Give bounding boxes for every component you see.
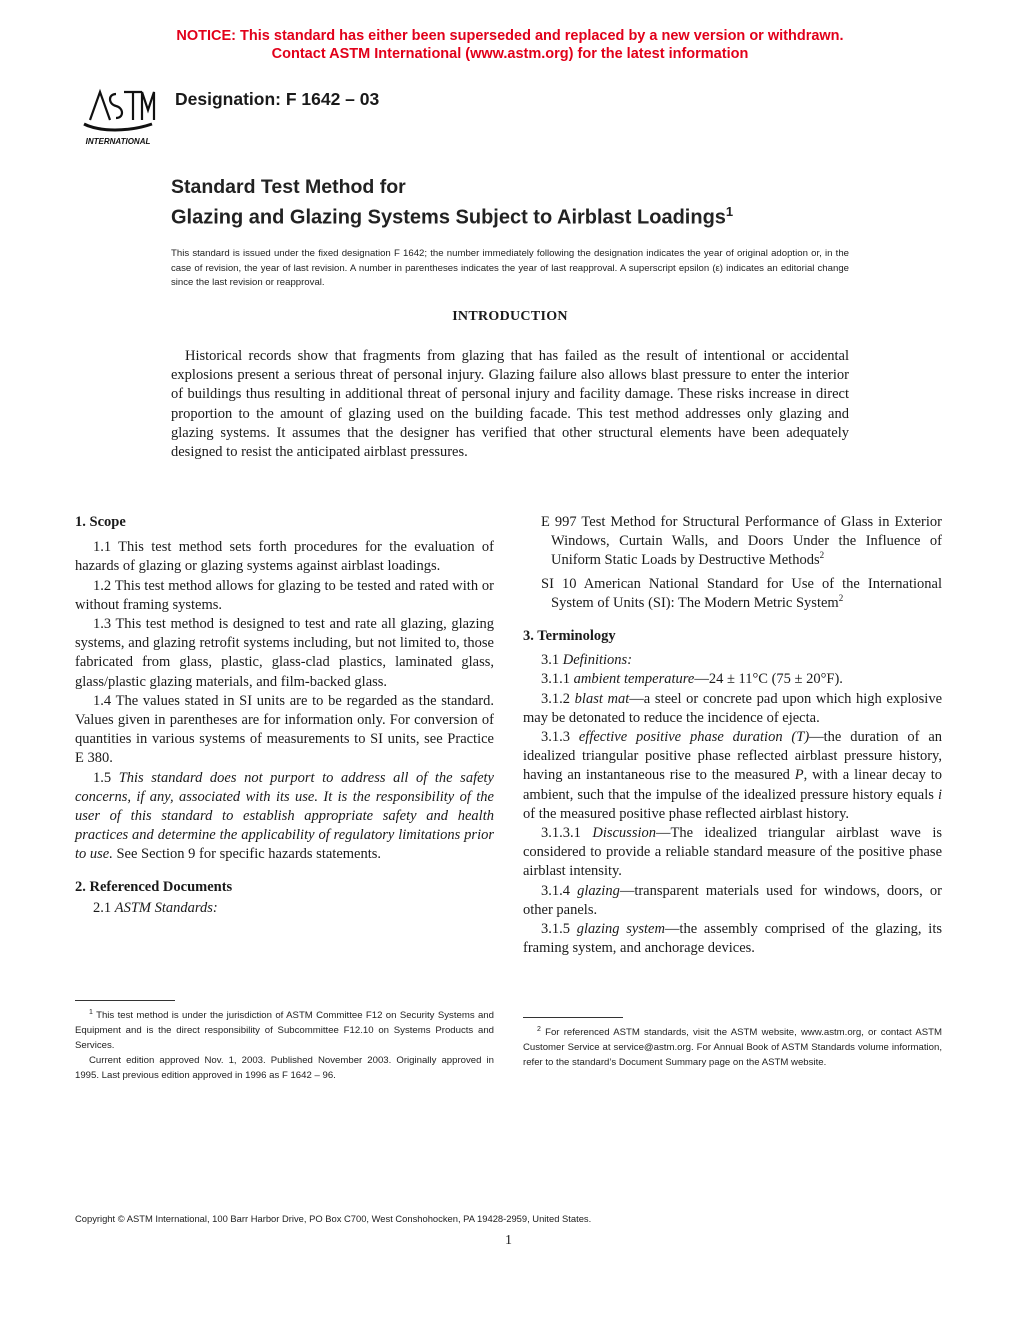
footnote-2-text [523,1025,942,1070]
def-3-1-1-term: ambient temperature [573,671,695,688]
introduction-text: Historical records show that fragments from glazing that has failed as the result of intentional or accidental explosions present a serious threat of personal injury. Glazing failure also allows blast pressure to enter the interior of buildings thus resulting in additional threat of personal injury and facility damage. These risks increase in direct proportion to the amount of glazing used on the building facade. This test method addresses only glazing and glazing systems. It assumes that the designer has verified that other structural elements have been adequately designed to resist the anticipated airblast pressures. [171,348,849,461]
def-3-1-2 [523,690,942,728]
notice-line-1: NOTICE: This standard has either been superseded and replaced by a new version or withdrawn. [176,28,844,44]
copyright: Copyright © ASTM International, 100 Barr Harbor Drive, PO Box C700, West Conshohocken, PA 19428-2959, United States. [75,1213,592,1224]
def-3-1-3-1 [523,824,942,882]
footnote-1-body: This test method is under the jurisdiction of ASTM Committee F12 on Security Systems and Equipment and is the direct responsibility of Subcommittee F12.10 on Systems Products and Services. [75,1010,494,1051]
def-3-1-5-num: 3.1.5 [541,921,570,938]
left-column [75,513,494,918]
title-line-1: Standard Test Method for [171,176,406,198]
def-3-1-3-def-b: , with a linear decay to ambient, such that the impulse of the idealized pressure history equals [523,767,942,803]
para-3-1-num: 3.1 [541,652,560,669]
para-2-1-italic: ASTM Standards: [114,899,218,916]
ref-si10 [523,575,942,613]
def-3-1-4-def: —transparent materials used for windows, doors, or other panels. [523,882,942,918]
para-1-5-num: 1.5 [93,769,112,786]
designation: Designation: F 1642 – 03 [175,89,380,109]
def-3-1-3-term: effective positive phase duration (T) [578,729,810,746]
footnote-2-mark: 2 [537,1025,541,1033]
para-1-5 [75,769,494,865]
def-3-1-2-term: blast mat [574,690,630,707]
issued-note: This standard is issued under the fixed designation F 1642; the number immediately following the designation indicates the year of original adoption or, in the case of revision, the year of last revision. A number in parentheses indicates the year of last reapproval. A superscript epsilon (ε) indicates an editorial change since the last revision or reapproval. [171,248,849,288]
title-footnote-mark: 1 [725,204,734,219]
footnote-1-edition: Current edition approved Nov. 1, 2003. Published November 2003. Originally approved in 1995. Last previous edition approved in 1996 as F 1642 – 96. [75,1055,494,1081]
def-3-1-4-num: 3.1.4 [541,882,570,899]
ref-e997 [523,513,942,571]
astm-logo-mark [84,92,154,130]
footnote-rule-left [75,1000,175,1001]
def-3-1-5-term: glazing system [576,921,665,938]
terminology-heading: 3. Terminology [523,628,616,645]
para-2-1-num: 2.1 [93,899,112,916]
para-1-1: 1.1 This test method sets forth procedures for the evaluation of hazards of glazing or glazing systems against airblast loadings. [75,539,494,575]
def-3-1-4-term: glazing [577,882,620,899]
scope-heading: 1. Scope [75,514,126,530]
para-1-3: 1.3 This test method is designed to test and rate all glazing, glazing systems, and glazing retrofit systems including, but not limited to, those fabricated from glass, plastic, glass-clad plastics, laminated glass, glass/plastic glazing materials, and film-backed glass. [75,616,494,690]
introduction-heading: INTRODUCTION [452,309,568,324]
right-column [523,513,942,958]
def-3-1-5 [523,920,942,958]
logo-subtext: INTERNATIONAL [85,137,151,146]
title-line-2-text: Glazing and Glazing Systems Subject to Airblast Loadings [171,206,726,229]
footnote-1-mark: 1 [89,1008,93,1016]
para-1-5-italic: This standard does not purport to address all of the safety concerns, if any, associated with its use. It is the responsibility of the user of this standard to establish appropriate safety and health practices and determine the applicability of regulatory limitations prior to use. [75,769,494,863]
withdrawal-notice [0,27,1020,63]
ref-e997-text: E 997 Test Method for Structural Performance of Glass in Exterior Windows, Curtain Walls, and Doors Under the Influence of Uniform Static Loads by Destructive Methods [541,514,942,569]
referenced-heading: 2. Referenced Documents [75,878,233,895]
def-3-1-3-1-num: 3.1.3.1 [541,825,581,842]
footnote-2 [523,1025,942,1070]
def-3-1-3-def-c: of the measured positive phase reflected airblast history. [523,805,850,822]
def-3-1-3 [523,728,942,824]
def-3-1-3-symbol-i: i [937,786,942,803]
def-3-1-2-def: —a steel or concrete pad upon which high explosive may be detonated to reduce the incidence of ejecta. [523,690,943,726]
para-1-4: 1.4 The values stated in SI units are to be regarded as the standard. Values given in parentheses are for information only. For conversion of quantities in various systems of measurements to SI units, see Practice E 380. [75,692,494,767]
ref-si10-footnote: 2 [838,592,844,603]
title-line-2 [171,199,733,231]
notice-line-2: Contact ASTM International (www.astm.org) for the latest information [271,46,749,62]
para-2-1 [75,899,494,918]
def-3-1-2-num: 3.1.2 [541,690,570,707]
footnote-1 [75,1008,494,1083]
def-3-1-3-num: 3.1.3 [541,729,570,746]
def-3-1-1-num: 3.1.1 [541,671,570,688]
para-1-2: 1.2 This test method allows for glazing to be tested and rated with or without framing systems. [75,577,494,613]
document-title [171,175,733,231]
def-3-1-1 [523,670,942,689]
ref-si10-text: SI 10 American National Standard for Use of the International System of Units (SI): The Modern Metric System [541,575,942,611]
page-number: 1 [505,1233,512,1248]
footnote-1-text [75,1008,494,1053]
def-3-1-3-1-def: —The idealized triangular airblast wave is considered to provide a reliable standard measure of the positive phase airblast intensity. [523,825,942,880]
def-3-1-1-def: —24 ± 11°C (75 ± 20°F). [694,671,843,688]
footnote-rule-right [523,1017,623,1018]
ref-e997-footnote: 2 [819,550,825,561]
def-3-1-3-symbol-p: P [794,767,804,784]
para-1-5-tail: See Section 9 for specific hazards statements. [116,846,382,863]
def-3-1-3-1-term: Discussion [592,825,656,842]
para-3-1-italic: Definitions: [562,652,633,669]
footnote-2-body: For referenced ASTM standards, visit the ASTM website, www.astm.org, or contact ASTM Customer Service at service@astm.org. For Annual Book of ASTM Standards volume information, refer to the standard’s Document Summary page on the ASTM website. [523,1027,943,1068]
def-3-1-3-def-a: —the duration of an idealized triangular positive phase reflected airblast pressure history, having an instantaneous rise to the measured [523,729,942,784]
para-3-1 [523,651,942,670]
def-3-1-5-def: —the assembly comprised of the glazing, its framing system, and anchorage devices. [523,921,942,957]
astm-logo [76,80,160,150]
def-3-1-4 [523,882,942,920]
